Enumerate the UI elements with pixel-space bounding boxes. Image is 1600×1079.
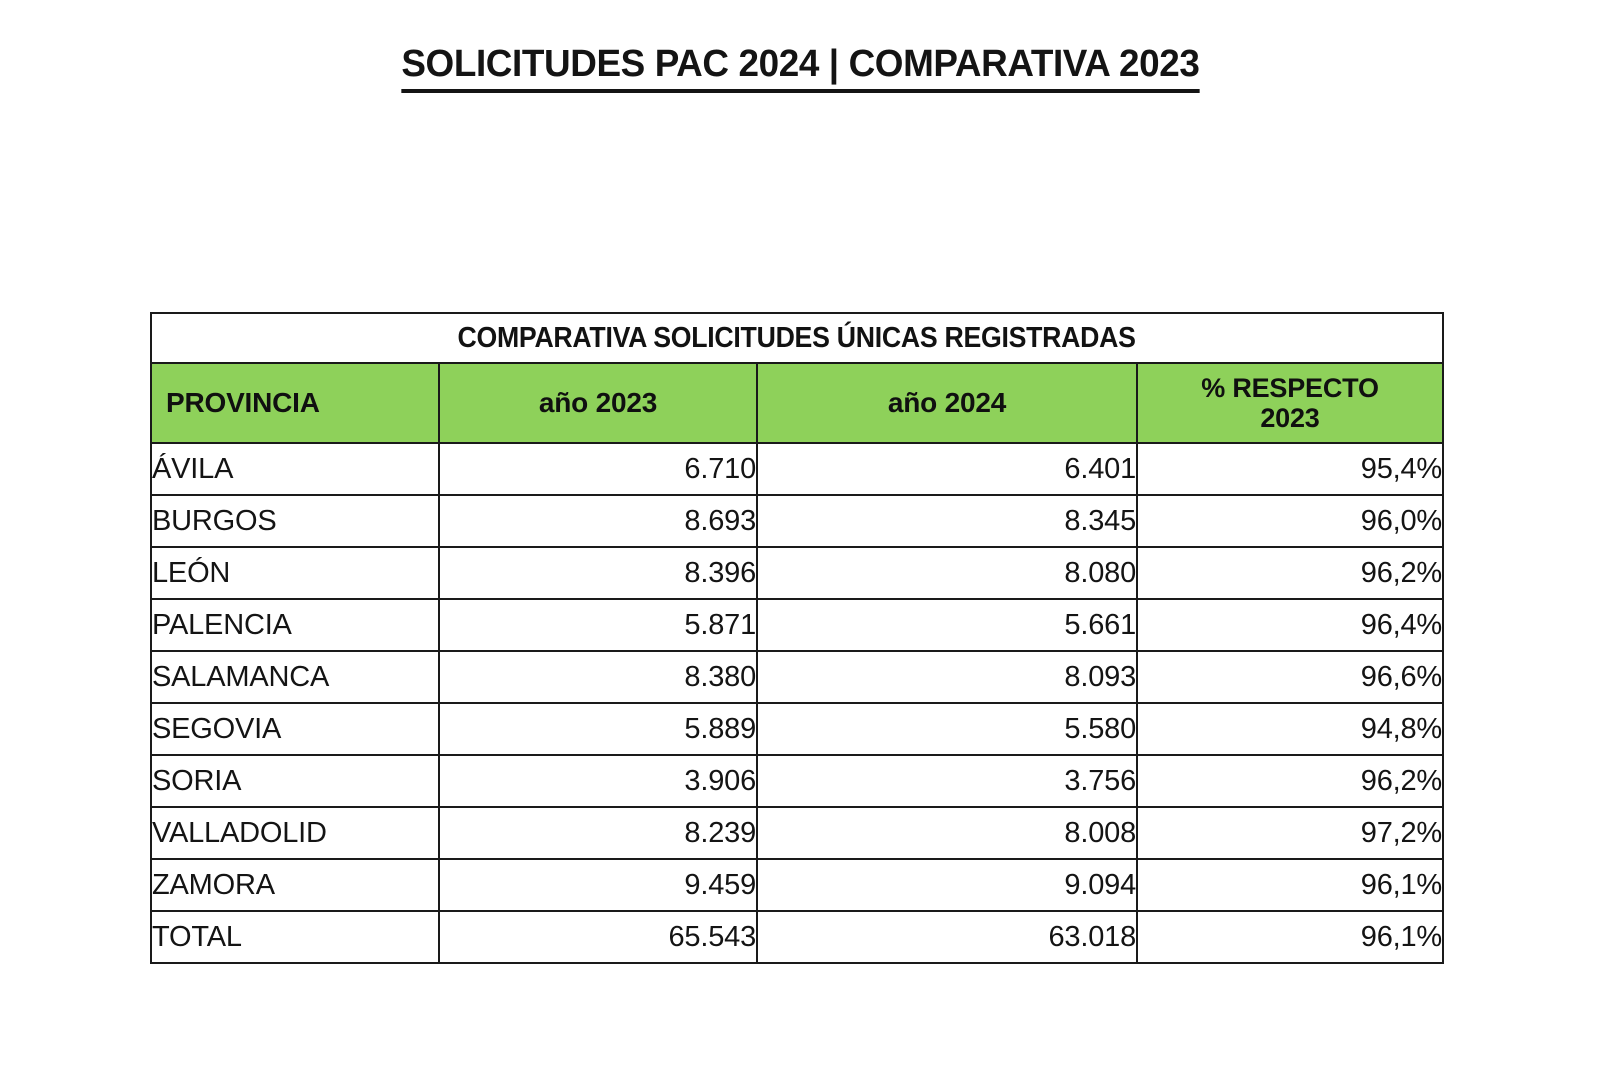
cell-provincia: TOTAL: [151, 911, 439, 963]
table-row: [151, 443, 1443, 495]
cell-anio-2024: 9.094: [757, 859, 1137, 911]
cell-porcentaje: 96,6%: [1137, 651, 1443, 703]
page-title: [0, 44, 1600, 93]
cell-anio-2023: 65.543: [439, 911, 757, 963]
column-header-porcentaje-line2: 2023: [1260, 403, 1320, 433]
cell-anio-2023: 8.396: [439, 547, 757, 599]
cell-anio-2023: 9.459: [439, 859, 757, 911]
table-row: [151, 703, 1443, 755]
column-header-anio-2024: año 2024: [757, 363, 1137, 443]
cell-provincia: SALAMANCA: [151, 651, 439, 703]
column-header-anio-2023: año 2023: [439, 363, 757, 443]
table-caption-row: [151, 313, 1443, 363]
table-row: [151, 651, 1443, 703]
table-row: [151, 495, 1443, 547]
column-header-provincia: PROVINCIA: [151, 363, 439, 443]
cell-anio-2024: 6.401: [757, 443, 1137, 495]
cell-provincia: VALLADOLID: [151, 807, 439, 859]
table-header-row: [151, 363, 1443, 443]
cell-provincia: LEÓN: [151, 547, 439, 599]
page-title-text: SOLICITUDES PAC 2024 | COMPARATIVA 2023: [401, 44, 1199, 93]
table-caption-text: COMPARATIVA SOLICITUDES ÚNICAS REGISTRADAS: [457, 321, 1137, 354]
cell-provincia: PALENCIA: [151, 599, 439, 651]
table-row: [151, 807, 1443, 859]
cell-anio-2023: 5.871: [439, 599, 757, 651]
table-row: [151, 859, 1443, 911]
cell-anio-2023: 3.906: [439, 755, 757, 807]
table-row: [151, 599, 1443, 651]
table-row: [151, 755, 1443, 807]
cell-porcentaje: 96,4%: [1137, 599, 1443, 651]
cell-anio-2024: 63.018: [757, 911, 1137, 963]
cell-provincia: ZAMORA: [151, 859, 439, 911]
cell-porcentaje: 97,2%: [1137, 807, 1443, 859]
cell-anio-2024: 8.093: [757, 651, 1137, 703]
cell-anio-2023: 5.889: [439, 703, 757, 755]
cell-porcentaje: 96,1%: [1137, 859, 1443, 911]
cell-porcentaje: 96,0%: [1137, 495, 1443, 547]
cell-porcentaje: 94,8%: [1137, 703, 1443, 755]
cell-anio-2024: 8.008: [757, 807, 1137, 859]
cell-anio-2024: 8.080: [757, 547, 1137, 599]
column-header-porcentaje-respecto-2023: [1137, 363, 1443, 443]
cell-anio-2024: 5.580: [757, 703, 1137, 755]
table-caption: [151, 313, 1443, 363]
cell-anio-2024: 5.661: [757, 599, 1137, 651]
cell-provincia: BURGOS: [151, 495, 439, 547]
cell-porcentaje: 96,2%: [1137, 755, 1443, 807]
column-header-porcentaje-line1: % RESPECTO: [1201, 372, 1379, 403]
cell-anio-2023: 8.380: [439, 651, 757, 703]
comparison-table: [150, 312, 1444, 964]
table-row-total: [151, 911, 1443, 963]
cell-anio-2023: 8.693: [439, 495, 757, 547]
cell-anio-2024: 3.756: [757, 755, 1137, 807]
cell-anio-2024: 8.345: [757, 495, 1137, 547]
cell-provincia: SORIA: [151, 755, 439, 807]
cell-porcentaje: 95,4%: [1137, 443, 1443, 495]
cell-anio-2023: 6.710: [439, 443, 757, 495]
cell-porcentaje: 96,1%: [1137, 911, 1443, 963]
table-row: [151, 547, 1443, 599]
cell-anio-2023: 8.239: [439, 807, 757, 859]
cell-provincia: SEGOVIA: [151, 703, 439, 755]
comparison-table-container: [150, 312, 1442, 964]
cell-provincia: ÁVILA: [151, 443, 439, 495]
cell-porcentaje: 96,2%: [1137, 547, 1443, 599]
